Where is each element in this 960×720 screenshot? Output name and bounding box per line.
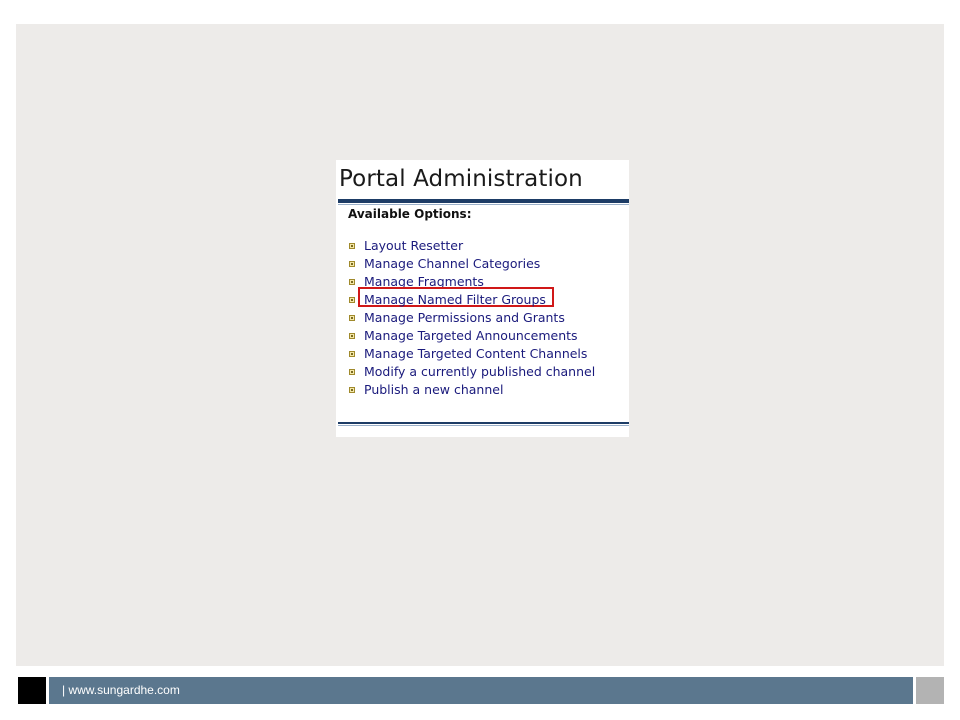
square-bullet-icon bbox=[349, 333, 355, 339]
footer-bar bbox=[49, 677, 913, 704]
list-item-publish-new-channel bbox=[336, 381, 626, 399]
manage-named-filter-groups-link[interactable]: Manage Named Filter Groups bbox=[364, 292, 546, 307]
square-bullet-icon bbox=[349, 261, 355, 267]
layout-resetter-link[interactable]: Layout Resetter bbox=[364, 238, 464, 253]
page-title: Portal Administration bbox=[339, 166, 583, 192]
footer-black-block bbox=[18, 677, 46, 704]
title-divider-light bbox=[338, 204, 629, 205]
square-bullet-icon bbox=[349, 351, 355, 357]
square-bullet-icon bbox=[349, 315, 355, 321]
manage-permissions-and-grants-link[interactable]: Manage Permissions and Grants bbox=[364, 310, 565, 325]
list-item-layout-resetter bbox=[336, 237, 626, 255]
list-item-modify-published-channel bbox=[336, 363, 626, 381]
list-item-manage-permissions-and-grants bbox=[336, 309, 626, 327]
list-item-manage-targeted-announcements bbox=[336, 327, 626, 345]
manage-targeted-announcements-link[interactable]: Manage Targeted Announcements bbox=[364, 328, 578, 343]
manage-fragments-link[interactable]: Manage Fragments bbox=[364, 274, 484, 289]
options-list bbox=[336, 237, 626, 399]
portal-administration-panel bbox=[336, 160, 629, 437]
square-bullet-icon bbox=[349, 297, 355, 303]
list-item-manage-channel-categories bbox=[336, 255, 626, 273]
list-item-manage-targeted-content-channels bbox=[336, 345, 626, 363]
square-bullet-icon bbox=[349, 279, 355, 285]
available-options-heading: Available Options: bbox=[348, 207, 472, 221]
manage-channel-categories-link[interactable]: Manage Channel Categories bbox=[364, 256, 541, 271]
square-bullet-icon bbox=[349, 387, 355, 393]
title-divider bbox=[338, 199, 629, 203]
modify-published-channel-link[interactable]: Modify a currently published channel bbox=[364, 364, 596, 379]
manage-targeted-content-channels-link[interactable]: Manage Targeted Content Channels bbox=[364, 346, 588, 361]
list-item-manage-named-filter-groups bbox=[336, 291, 626, 309]
square-bullet-icon bbox=[349, 369, 355, 375]
square-bullet-icon bbox=[349, 243, 355, 249]
publish-new-channel-link[interactable]: Publish a new channel bbox=[364, 382, 504, 397]
footer-gray-block bbox=[916, 677, 944, 704]
bottom-divider bbox=[338, 422, 629, 424]
footer-url-text: | www.sungardhe.com bbox=[62, 683, 180, 697]
bottom-divider-light bbox=[338, 425, 629, 426]
